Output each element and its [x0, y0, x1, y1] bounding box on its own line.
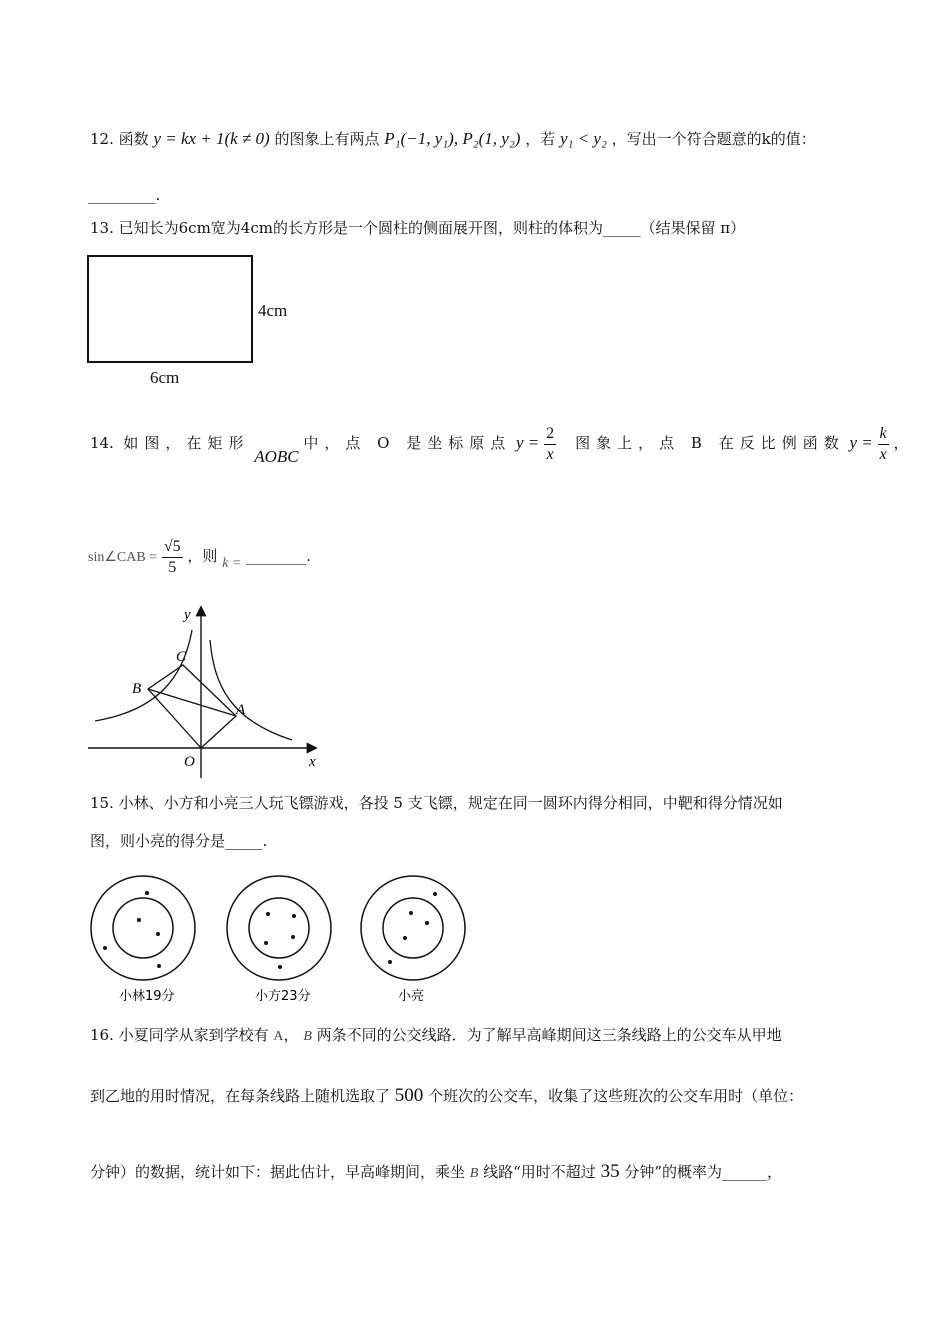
dart-hit [278, 965, 282, 969]
q16-l2-b: 个班次的公交车，收集了这些班次的公交车用时（单位： [428, 1087, 804, 1105]
q14-line2 [88, 533, 311, 581]
q16-minutes: 35 [600, 1161, 620, 1182]
q14-eq2-numerator: k [878, 424, 889, 445]
hyperbola-right [210, 640, 292, 740]
dart-hit [291, 935, 295, 939]
q16-route-b2: B [469, 1166, 479, 1181]
target-xiaofang [227, 876, 331, 1004]
label-o: O [184, 754, 195, 770]
q15-targets [85, 870, 475, 1010]
label-b: B [132, 681, 142, 697]
q16-count: 500 [394, 1085, 424, 1106]
q12-cond-prefix: ，若 [525, 130, 556, 148]
q14-part2: 中，点 O 是坐标原点 [303, 434, 512, 452]
q13-text: 13. 已知长为6cm宽为4cm的长方形是一个圆柱的侧面展开图，则柱的体积为_____（结果保留 π） [90, 219, 746, 237]
target-caption: 小亮 [398, 989, 425, 1004]
q14-part3: 图象上，点 B 在反比例函数 [575, 434, 845, 452]
dart-hit [433, 892, 437, 896]
q14-eq2-fraction [878, 424, 889, 465]
q14-figure [80, 600, 330, 780]
dart-hit [137, 918, 141, 922]
q13-rectangle [87, 255, 253, 363]
q14-eq1-fraction [544, 424, 556, 465]
q16-l1-a: 16. 小夏同学从家到学校有 [90, 1026, 269, 1044]
q12-prefix: 函数 [118, 130, 149, 148]
q14-eq2-denominator: x [879, 445, 887, 463]
label-a: A [236, 702, 246, 718]
q14-sin-denominator: 5 [168, 558, 177, 576]
q12-function: y = kx + 1(k ≠ 0) [153, 129, 270, 148]
q16-route-b: B [303, 1029, 312, 1044]
dart-hit [292, 914, 296, 918]
q16-l3-b: 线路“用时不超过 [483, 1163, 596, 1181]
dart-hit [403, 936, 407, 940]
target-xiaolin [91, 876, 195, 1004]
label-x: x [309, 754, 316, 770]
q14-eq1-numerator: 2 [544, 424, 556, 445]
target-caption: 小方23分 [255, 989, 311, 1004]
q12-mid: 的图象上有两点 [274, 130, 380, 148]
q14-k-eq: k = [222, 556, 242, 571]
q16-l1-sep: ， [283, 1026, 299, 1044]
q12-number: 12. [90, 130, 114, 148]
target-xiaoliang [361, 876, 465, 1004]
q14-rect-name: AOBC [254, 447, 299, 466]
dart-hit [425, 921, 429, 925]
hyperbola-left [95, 630, 192, 721]
q13-height-label: 4cm [258, 301, 288, 320]
dart-hit [156, 932, 160, 936]
q16-l3-c: 分钟”的概率为______， [624, 1163, 783, 1181]
q16-line3 [90, 1161, 782, 1183]
q14-part1: 如图，在矩形 [123, 434, 250, 452]
rectangle-aobc [148, 665, 236, 748]
dart-hit [264, 941, 268, 945]
q16-line2 [90, 1085, 803, 1107]
target-caption: 小林19分 [119, 989, 175, 1004]
dart-hit [266, 912, 270, 916]
dart-hit [145, 891, 149, 895]
q12-condition: y₁ < y₂ [560, 129, 607, 148]
dart-hit [157, 964, 161, 968]
q14-then: ，则 [187, 547, 218, 565]
q16-l2-a: 到乙地的用时情况，在每条线路上随机选取了 [90, 1087, 391, 1105]
q14-eq1-lhs: y = [516, 433, 540, 452]
q14-part4: ， [893, 434, 909, 452]
q14-sin-lhs: sin∠CAB = [88, 550, 158, 565]
q14-answer-blank: ________. [246, 547, 311, 565]
dart-hit [388, 960, 392, 964]
q14-number: 14. [90, 434, 114, 452]
dart-hit [409, 911, 413, 915]
label-y: y [184, 607, 191, 623]
q14-sin-numerator: √5 [162, 537, 183, 558]
q16-l3-a: 分钟）的数据，统计如下：据此估计，早高峰期间，乘坐 [90, 1163, 466, 1181]
q14-sin-fraction [162, 537, 183, 578]
dart-hit [103, 946, 107, 950]
q12-points: P₁(−1, y₁), P₂(1, y₂) [384, 129, 521, 148]
q15-line2: 图，则小亮的得分是_____. [90, 832, 268, 850]
q15-line1: 15. 小林、小方和小亮三人玩飞镖游戏，各投 5 支飞镖，规定在同一圆环内得分相同，中靶和得分情况如 [90, 794, 783, 812]
q12-suffix: ，写出一个符合题意的k的值： [611, 130, 816, 148]
q14-eq2-lhs: y = [849, 433, 873, 452]
q14-eq1-denominator: x [546, 445, 554, 463]
q12-answer-blank: _________. [88, 186, 161, 204]
q16-l1-b: 两条不同的公交线路．为了解早高峰期间这三条线路上的公交车从甲地 [316, 1026, 782, 1044]
q12 [90, 128, 816, 149]
label-c: C [176, 649, 187, 665]
q16-route-a: A [273, 1029, 284, 1044]
q13-width-label: 6cm [150, 368, 180, 387]
q16-line1 [90, 1024, 782, 1045]
q14-line1 [90, 420, 908, 466]
